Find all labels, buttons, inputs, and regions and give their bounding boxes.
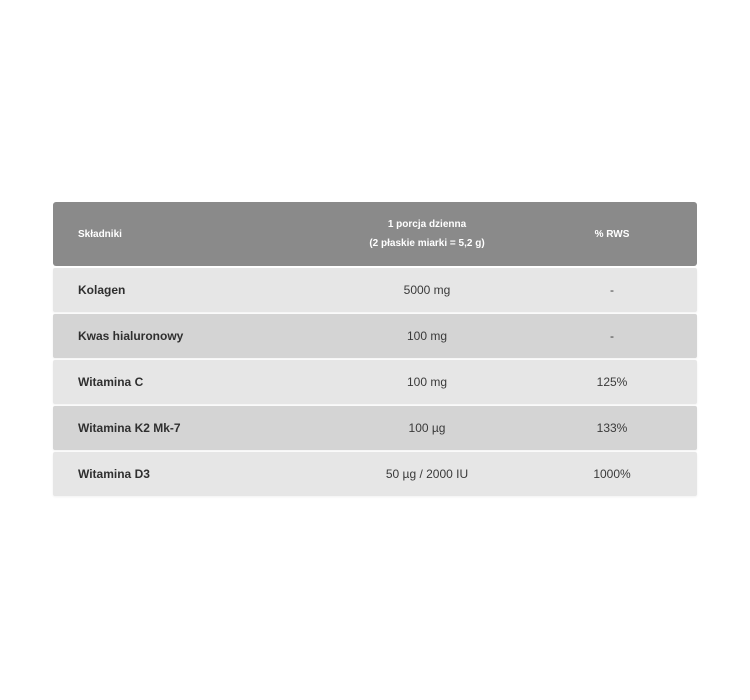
row-ingredient-name: Kwas hialuronowy <box>78 329 184 343</box>
row-portion-value: 5000 mg <box>403 283 451 297</box>
header-portion-line2: (2 płaskie miarki = 5,2 g) <box>369 238 485 249</box>
header-portion <box>327 215 527 253</box>
row-rws-value: 1000% <box>593 467 631 481</box>
row-ingredient-name: Witamina C <box>78 375 144 389</box>
table-row <box>53 452 697 496</box>
table-row <box>53 314 697 358</box>
row-rws-value: - <box>610 329 614 343</box>
row-ingredient-name: Kolagen <box>78 283 126 297</box>
table-row <box>53 360 697 404</box>
row-portion-value: 100 mg <box>406 329 448 343</box>
table-row <box>53 406 697 450</box>
row-ingredient-name: Witamina K2 Mk-7 <box>78 421 181 435</box>
row-ingredient-name: Witamina D3 <box>78 467 150 481</box>
row-portion-value: 50 µg / 2000 IU <box>385 467 469 481</box>
header-ingredient: Składniki <box>78 228 122 240</box>
row-rws-value: 133% <box>596 421 628 435</box>
table-row <box>53 268 697 312</box>
row-rws-value: 125% <box>596 375 628 389</box>
row-portion-value: 100 mg <box>406 375 448 389</box>
table-header-row <box>53 202 697 266</box>
header-rws: % RWS <box>594 228 630 240</box>
nutrition-table <box>53 202 697 496</box>
row-portion-value: 100 µg <box>408 421 446 435</box>
header-portion-line1: 1 porcja dzienna <box>387 219 467 230</box>
row-rws-value: - <box>610 283 614 297</box>
